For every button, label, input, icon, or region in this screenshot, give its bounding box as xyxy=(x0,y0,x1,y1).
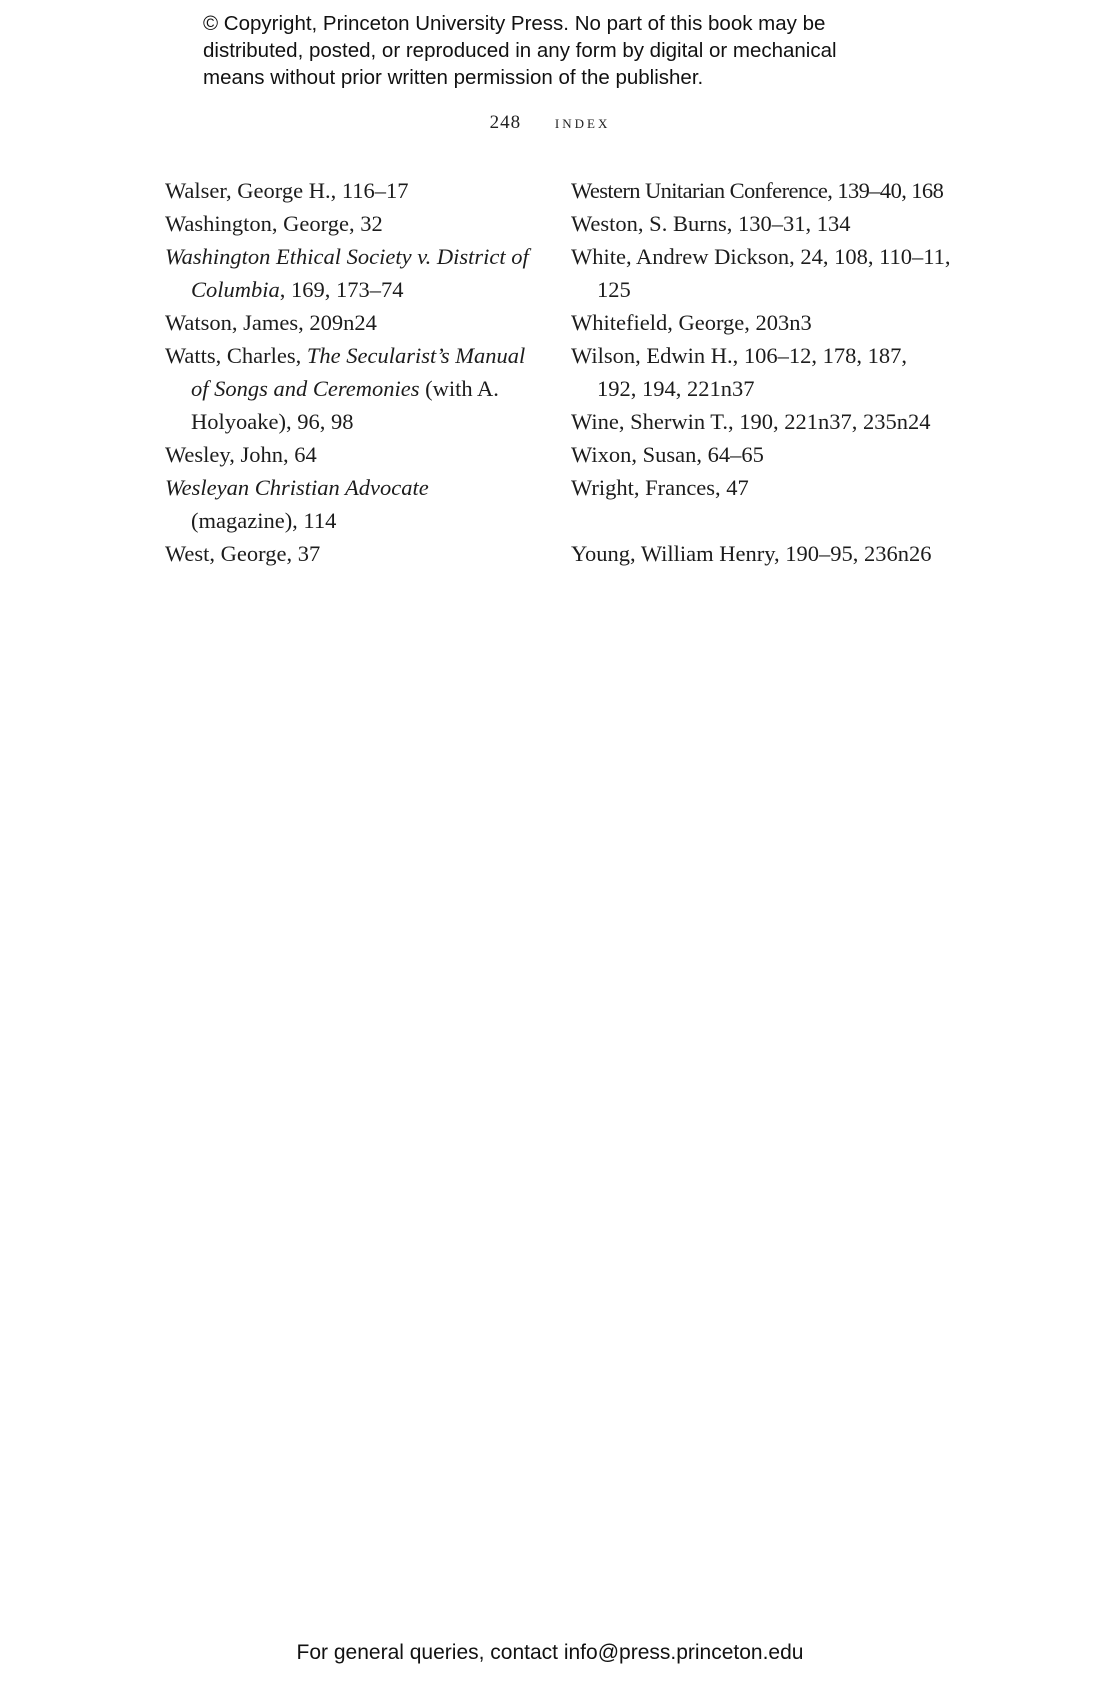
index-entry: Wilson, Edwin H., 106–12, 178, 187, 192, 194, 221n37 xyxy=(571,343,907,401)
index-entry: Whitefield, George, 203n3 xyxy=(571,310,812,335)
index-entry: Wesley, John, 64 xyxy=(165,442,317,467)
index-entry: Watson, James, 209n24 xyxy=(165,310,377,335)
copyright-line: © Copyright, Princeton University Press. No part of this book may be xyxy=(203,12,826,35)
index-entry: Wright, Frances, 47 xyxy=(571,475,749,500)
index-entry: West, George, 37 xyxy=(165,541,321,566)
running-head xyxy=(0,112,1100,134)
index-entry: Weston, S. Burns, 130–31, 134 xyxy=(571,211,851,236)
copyright-line: means without prior written permission of the publisher. xyxy=(203,66,704,89)
index-entry: Watts, Charles, The Secularist’s Manual of Songs and Ceremonies (with A. Holyoake), 96, 98 xyxy=(165,343,526,434)
index-column-right xyxy=(571,174,951,570)
page-number: 248 xyxy=(489,112,522,133)
index-entry: Young, William Henry, 190–95, 236n26 xyxy=(571,541,932,566)
letter-group-gap xyxy=(571,504,951,537)
copyright-notice xyxy=(203,10,923,91)
index-entry: Washington Ethical Society v. District of Columbia, 169, 173–74 xyxy=(165,244,529,302)
copyright-line: distributed, posted, or reproduced in any form by digital or mechanical xyxy=(203,39,837,62)
index-entry: Wine, Sherwin T., 190, 221n37, 235n24 xyxy=(571,409,931,434)
index-entry: Wixon, Susan, 64–65 xyxy=(571,442,764,467)
section-title: index xyxy=(554,112,611,133)
index-entry: Western Unitarian Conference, 139–40, 168 xyxy=(571,178,944,203)
index-entry: Wesleyan Christian Advocate (magazine), 114 xyxy=(165,475,429,533)
index-entry: Washington, George, 32 xyxy=(165,211,383,236)
index-entry: Walser, George H., 116–17 xyxy=(165,178,409,203)
footer-contact: For general queries, contact info@press.princeton.edu xyxy=(296,1641,804,1664)
index-column-left xyxy=(165,174,535,570)
index-entry: White, Andrew Dickson, 24, 108, 110–11, 125 xyxy=(571,244,951,302)
